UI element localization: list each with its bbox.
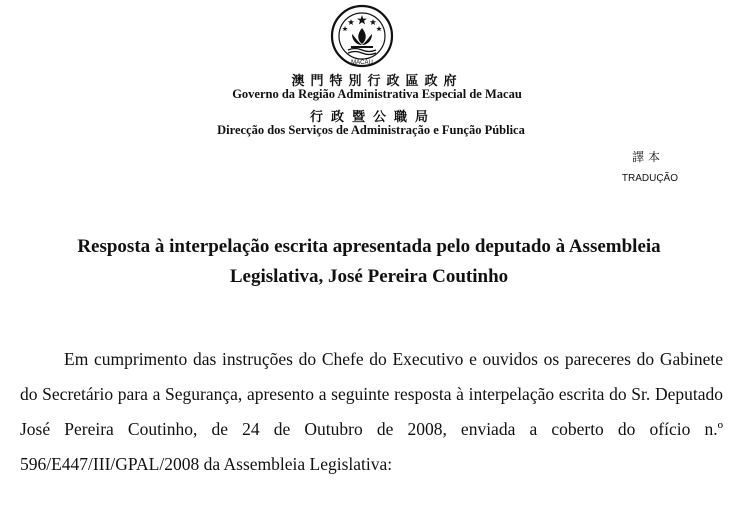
body-paragraph [20,342,723,482]
title-line-2: Legislativa, José Pereira Coutinho [229,266,509,287]
body-text: Em cumprimento das instruções do Chefe do Executivo e ouvidos os pareceres do Gabinete do Secretário para a Segurança, apresento a seguinte resposta à interpelação escrita do Sr. Deputado José Pereira Coutinho, de 24 de Outubro de 2008, enviada a coberto do ofício n.º 596/E447/III/GPAL/2008 da Assembleia Legislativa: [20,349,723,474]
government-name-portuguese: Governo da Região Administrativa Especial de Macau [232,87,522,101]
department-name-portuguese: Direcção dos Serviços de Administração e Função Pública [217,123,525,137]
macau-emblem-icon [330,4,394,70]
translation-label-chinese: 譯本 [631,150,664,164]
emblem-text: MACAU [351,60,373,66]
translation-label-portuguese: TRADUÇÃO [621,173,678,184]
government-name-chinese: 澳門特別行政區政府 [291,73,463,88]
title-line-1: Resposta à interpelação escrita apresentada pelo deputado à Assembleia [77,236,661,257]
department-name-chinese: 行政暨公職局 [309,109,436,124]
document-title [20,232,718,292]
